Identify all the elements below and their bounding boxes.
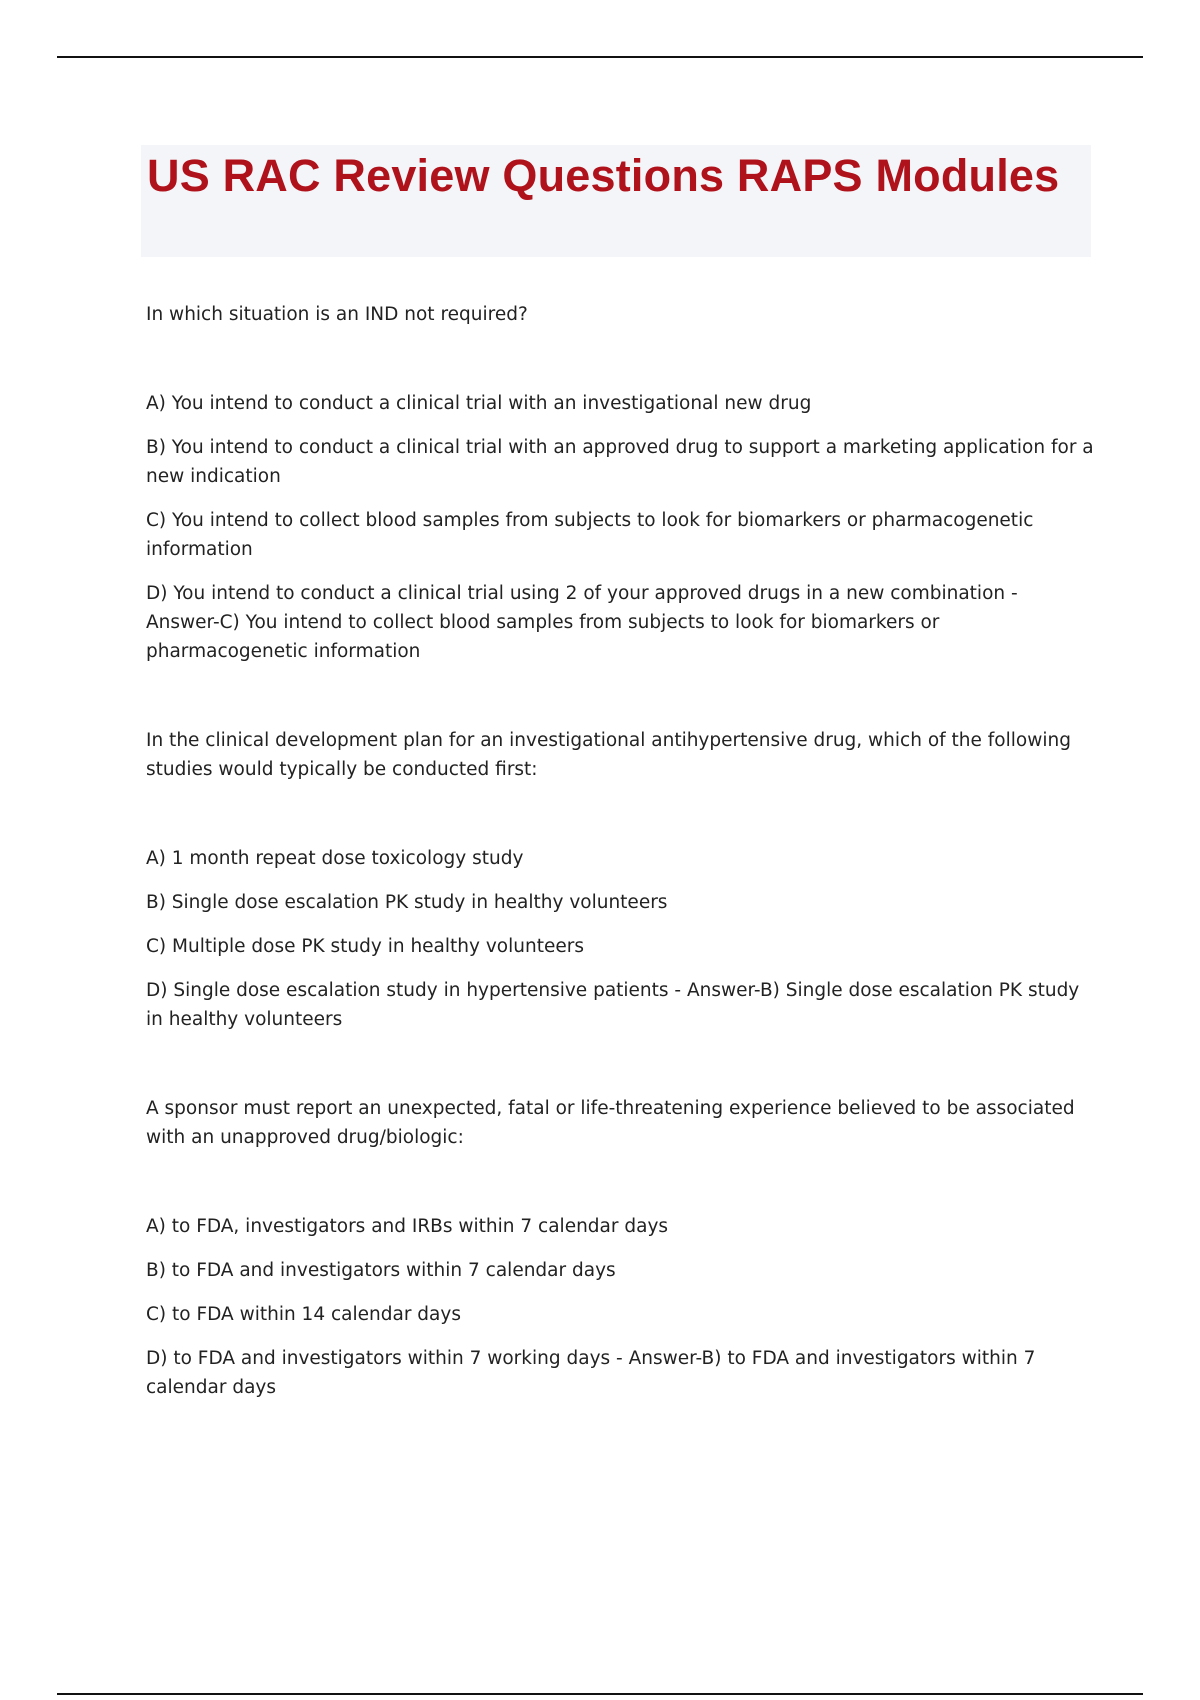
question-block-2 bbox=[146, 726, 1096, 1034]
answer-option-d: D) to FDA and investigators within 7 working days - Answer-B) to FDA and investigators within 7 calendar days bbox=[146, 1348, 1036, 1398]
question-list bbox=[146, 300, 1096, 1417]
answer-option-b: B) to FDA and investigators within 7 calendar days bbox=[146, 1260, 616, 1281]
question-block-3 bbox=[146, 1094, 1096, 1402]
answer-option-c: C) Multiple dose PK study in healthy volunteers bbox=[146, 936, 584, 957]
answer-option-a: A) to FDA, investigators and IRBs within 7 calendar days bbox=[146, 1216, 669, 1237]
answer-option-c: C) to FDA within 14 calendar days bbox=[146, 1304, 461, 1325]
answer-option-d: D) You intend to conduct a clinical trial using 2 of your approved drugs in a new combination - Answer-C) You intend to collect blood samples from subjects to look for biomarkers or pharmacogenetic information bbox=[146, 583, 1018, 662]
question-block-1 bbox=[146, 300, 1096, 666]
top-rule bbox=[57, 56, 1143, 58]
answer-option-d: D) Single dose escalation study in hypertensive patients - Answer-B) Single dose escalation PK study in healthy volunteers bbox=[146, 980, 1080, 1030]
answer-option-a: A) 1 month repeat dose toxicology study bbox=[146, 848, 524, 869]
document-title: US RAC Review Questions RAPS Modules bbox=[147, 150, 1060, 201]
question-text: In the clinical development plan for an investigational antihypertensive drug, which of the following studies would typically be conducted first: bbox=[146, 730, 1071, 780]
title-banner bbox=[141, 145, 1091, 257]
answer-option-b: B) Single dose escalation PK study in healthy volunteers bbox=[146, 892, 668, 913]
answer-option-c: C) You intend to collect blood samples from subjects to look for biomarkers or pharmacogenetic information bbox=[146, 510, 1034, 560]
answer-option-b: B) You intend to conduct a clinical trial with an approved drug to support a marketing application for a new indication bbox=[146, 437, 1094, 487]
bottom-rule bbox=[57, 1693, 1143, 1695]
question-text: A sponsor must report an unexpected, fatal or life-threatening experience believed to be associated with an unapproved drug/biologic: bbox=[146, 1098, 1075, 1148]
question-text: In which situation is an IND not required? bbox=[146, 304, 528, 325]
answer-option-a: A) You intend to conduct a clinical trial with an investigational new drug bbox=[146, 393, 812, 414]
